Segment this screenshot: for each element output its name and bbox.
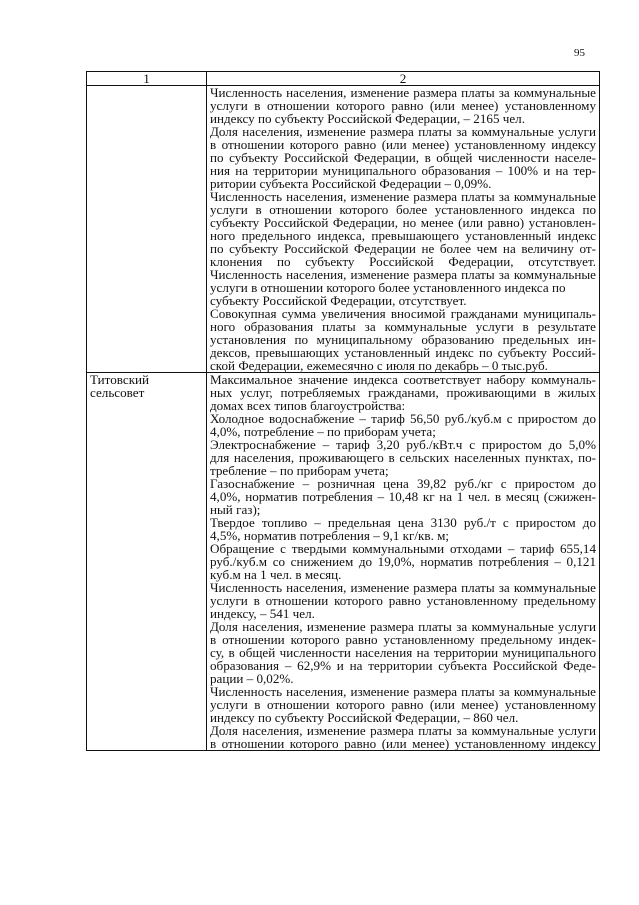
description-line: куб.м на 1 чел. в месяц. — [210, 567, 342, 582]
table-header-row — [87, 72, 600, 86]
description-line: дексов, превышающих установленный индекс по субъекту Россий- — [210, 345, 596, 360]
description-line: индексу по субъекту Российской Федерации, – 2165 чел. — [210, 111, 525, 126]
description-line: Доля населения, изменение размера платы за коммунальные услуги — [210, 723, 596, 738]
municipality-name-line: сельсовет — [90, 385, 145, 400]
description-line: Численность населения, изменение размера платы за коммунальные — [210, 189, 596, 204]
description-line: ных услуг, потребляемых гражданами, проживающими в жилых — [210, 385, 596, 400]
description-line: Электроснабжение – тариф 3,20 руб./кВт.ч с приростом до 5,0% — [210, 437, 596, 452]
description-line: Численность населения, изменение размера платы за коммунальные — [210, 580, 596, 595]
description-line: по субъекту Российской Федерации не более чем на величину от- — [210, 241, 596, 256]
description-line: Совокупная сумма увеличения вносимой гражданами муниципаль- — [210, 306, 596, 321]
description-line: требление – по приборам учета; — [210, 463, 389, 478]
description-line: индексу, – 541 чел. — [210, 606, 315, 621]
table-header-cell: 1 — [87, 72, 207, 86]
description-line: су, в общей численности населения на территории муниципального — [210, 645, 596, 660]
municipality-cell — [87, 86, 207, 373]
description-line: Холодное водоснабжение – тариф 56,50 руб./куб.м с приростом до — [210, 411, 596, 426]
data-table — [86, 71, 600, 751]
municipality-cell — [87, 373, 207, 751]
description-line: в отношении которого равно (или менее) установленному индексу — [210, 736, 596, 751]
description-cell — [207, 86, 600, 373]
description-line: Твердое топливо – предельная цена 3130 руб./т с приростом до — [210, 515, 596, 530]
description-line: услуги в отношении которого более установленного индекса по — [210, 280, 566, 295]
description-line: 4,0%, потребление – по приборам учета; — [210, 424, 436, 439]
description-line: Численность населения, изменение размера платы за коммунальные — [210, 267, 596, 282]
description-line: рации – 0,02%. — [210, 671, 294, 686]
description-line: руб./куб.м со снижением до 19,0%, норматив потребления – 0,121 — [210, 554, 596, 569]
description-line: Доля населения, изменение размера платы за коммунальные услуги — [210, 619, 596, 634]
description-line: Обращение с твердыми коммунальными отходами – тариф 655,14 — [210, 541, 596, 556]
description-line: субъекту Российской Федерации, отсутствует. — [210, 293, 467, 308]
description-line: Газоснабжение – розничная цена 39,82 руб./кг с приростом до — [210, 476, 596, 491]
description-line: по субъекту Российской Федерации, в общей численности населе- — [210, 150, 596, 165]
description-line: Численность населения, изменение размера платы за коммунальные — [210, 85, 596, 100]
description-line: услуги в отношении которого равно (или менее) установленному — [210, 697, 596, 712]
table-row — [87, 373, 600, 751]
description-line: ный газ); — [210, 502, 261, 517]
description-line: ного образования платы за коммунальные услуги в результате — [210, 319, 596, 334]
description-line: установления по муниципальному образованию предельных ин- — [210, 332, 596, 347]
description-line: 4,0%, норматив потребления – 10,48 кг на 1 чел. в месяц (сжижен- — [210, 489, 596, 504]
description-line: субъекту Российской Федерации, но менее (или равно) установлен- — [210, 215, 596, 230]
page-number: 95 — [574, 47, 585, 59]
municipality-name-line: Титовский — [90, 372, 150, 387]
description-line: ской Федерации, ежемесячно с июля по декабрь – 0 тыс.руб. — [210, 358, 548, 373]
table-row — [87, 86, 600, 373]
description-line: Доля населения, изменение размера платы за коммунальные услуги — [210, 124, 596, 139]
description-line: Максимальное значение индекса соответствует набору коммуналь- — [210, 372, 596, 387]
description-line: услуги в отношении которого равно (или менее) установленному — [210, 98, 596, 113]
description-line: индексу по субъекту Российской Федерации, – 860 чел. — [210, 710, 519, 725]
description-line: образования – 62,9% и на территории субъекта Российской Феде- — [210, 658, 596, 673]
description-cell — [207, 373, 600, 751]
description-line: в отношении которого равно (или менее) установленному индексу — [210, 137, 596, 152]
table-header-cell: 2 — [207, 72, 600, 86]
description-line: ного предельного индекса, превышающего установленный индекс — [210, 228, 596, 243]
description-line: услуги в отношении которого равно установленному предельному — [210, 593, 596, 608]
description-line: ния на территории муниципального образования – 100% и на тер- — [210, 163, 596, 178]
description-line: клонения по субъекту Российской Федерации, отсутствует. — [210, 254, 596, 269]
description-line: ритории субъекта Российской Федерации – 0,09%. — [210, 176, 492, 191]
description-line: домах всех типов благоустройства: — [210, 398, 406, 413]
description-line: Численность населения, изменение размера платы за коммунальные — [210, 684, 596, 699]
description-line: услуги в отношении которого более установленного индекса по — [210, 202, 596, 217]
description-line: в отношении которого равно установленному предельному индек- — [210, 632, 596, 647]
description-line: для населения, проживающего в сельских населенных пунктах, по- — [210, 450, 596, 465]
description-line: 4,5%, норматив потребления – 9,1 кг/кв. м; — [210, 528, 450, 543]
